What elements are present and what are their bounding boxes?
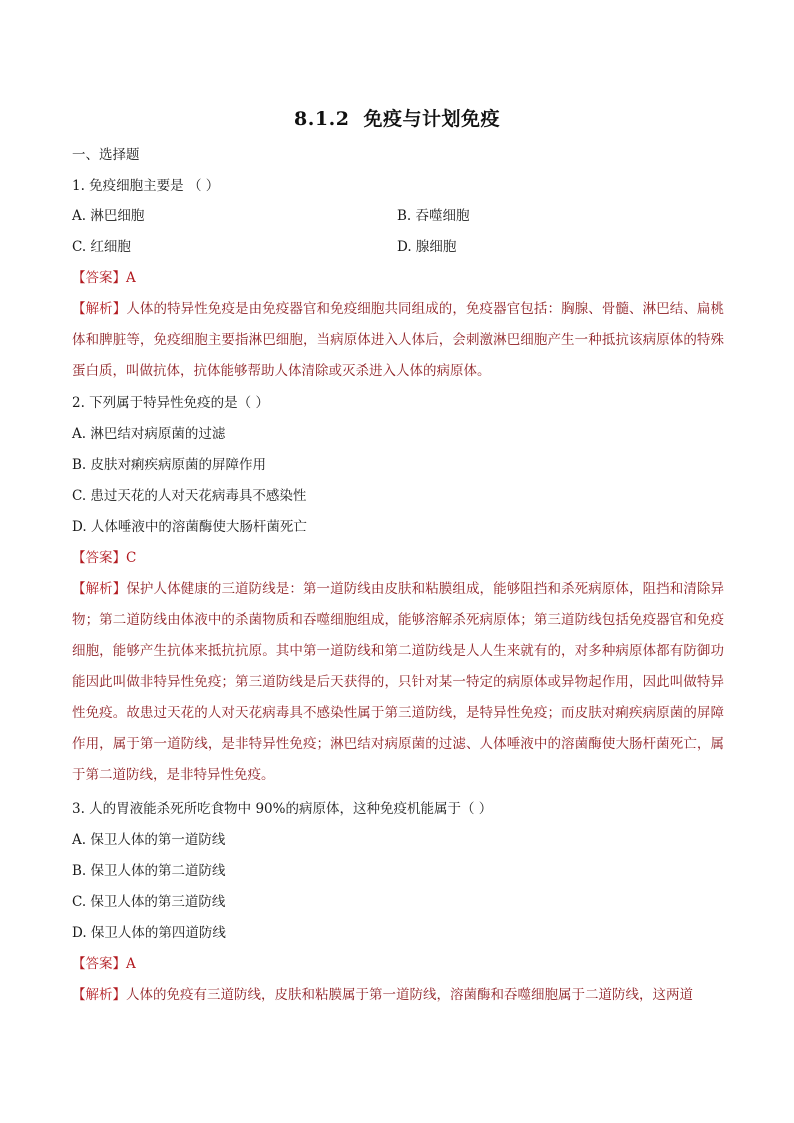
question-2-stem: 2. 下列属于特异性免疫的是（ ） bbox=[72, 395, 269, 411]
question-3-stem: 3. 人的胃液能杀死所吃食物中 90%的病原体，这种免疫机能属于（ ） bbox=[72, 801, 493, 817]
q1-option-d: D. 腺细胞 bbox=[397, 239, 457, 255]
answer-value: C bbox=[126, 550, 137, 566]
q3-option-a: A. 保卫人体的第一道防线 bbox=[72, 832, 226, 848]
q3-answer bbox=[72, 954, 136, 974]
q2-answer bbox=[72, 548, 136, 568]
section-heading: 一、选择题 bbox=[72, 147, 140, 163]
q3-option-d: D. 保卫人体的第四道防线 bbox=[72, 925, 226, 941]
page-title bbox=[0, 104, 794, 131]
title-text: 免疫与计划免疫 bbox=[363, 108, 500, 130]
answer-value: A bbox=[126, 956, 136, 972]
q2-option-a: A. 淋巴结对病原菌的过滤 bbox=[72, 426, 226, 442]
answer-tag: 【答案】 bbox=[72, 270, 126, 286]
answer-tag: 【答案】 bbox=[72, 956, 126, 972]
q3-option-b: B. 保卫人体的第二道防线 bbox=[72, 863, 226, 879]
section-number: 8.1.2 bbox=[294, 108, 350, 130]
analysis-tag: 【解析】 bbox=[72, 987, 126, 1003]
q3-analysis bbox=[72, 980, 732, 1011]
q2-analysis bbox=[72, 574, 724, 791]
q3-option-c: C. 保卫人体的第三道防线 bbox=[72, 894, 226, 910]
answer-value: A bbox=[126, 270, 136, 286]
analysis-text: 保护人体健康的三道防线是：第一道防线由皮肤和粘膜组成，能够阻挡和杀死病原体，阻挡和清除异物；第二道防线由体液中的杀菌物质和吞噬细胞组成，能够溶解杀死病原体；第三道防线包括免疫器官和免疫细胞，能够产生抗体来抵抗抗原。其中第一道防线和第二道防线是人人生来就有的，对多种病原体都有防御功能因此叫做非特异性免疫；第三道防线是后天获得的，只针对某一特定的病原体或异物起作用，因此叫做特异性免疫。故患过天花的人对天花病毒具不感染性属于第三道防线，是特异性免疫；而皮肤对痢疾病原菌的屏障作用，属于第一道防线，是非特异性免疫；淋巴结对病原菌的过滤、人体唾液中的溶菌酶使大肠杆菌死亡，属于第二道防线，是非特异性免疫。 bbox=[72, 581, 725, 783]
q2-option-d: D. 人体唾液中的溶菌酶使大肠杆菌死亡 bbox=[72, 519, 307, 535]
analysis-text: 人体的特异性免疫是由免疫器官和免疫细胞共同组成的，免疫器官包括：胸腺、骨髓、淋巴结、扁桃体和脾脏等，免疫细胞主要指淋巴细胞，当病原体进入人体后，会刺激淋巴细胞产生一种抵抗该病原体的特殊蛋白质，叫做抗体，抗体能够帮助人体清除或灭杀进入人体的病原体。 bbox=[72, 301, 725, 379]
analysis-tag: 【解析】 bbox=[72, 301, 127, 317]
analysis-tag: 【解析】 bbox=[72, 581, 127, 597]
q2-option-c: C. 患过天花的人对天花病毒具不感染性 bbox=[72, 488, 307, 504]
q1-analysis bbox=[72, 294, 724, 387]
question-1-stem: 1. 免疫细胞主要是 （ ） bbox=[72, 178, 220, 194]
q1-option-a: A. 淋巴细胞 bbox=[72, 208, 145, 224]
q1-answer bbox=[72, 268, 136, 288]
answer-tag: 【答案】 bbox=[72, 550, 126, 566]
q1-option-b: B. 吞噬细胞 bbox=[397, 208, 470, 224]
q1-option-c: C. 红细胞 bbox=[72, 239, 131, 255]
analysis-text: 人体的免疫有三道防线，皮肤和粘膜属于第一道防线，溶菌酶和吞噬细胞属于二道防线，这两道 bbox=[126, 987, 693, 1003]
q2-option-b: B. 皮肤对痢疾病原菌的屏障作用 bbox=[72, 457, 267, 473]
